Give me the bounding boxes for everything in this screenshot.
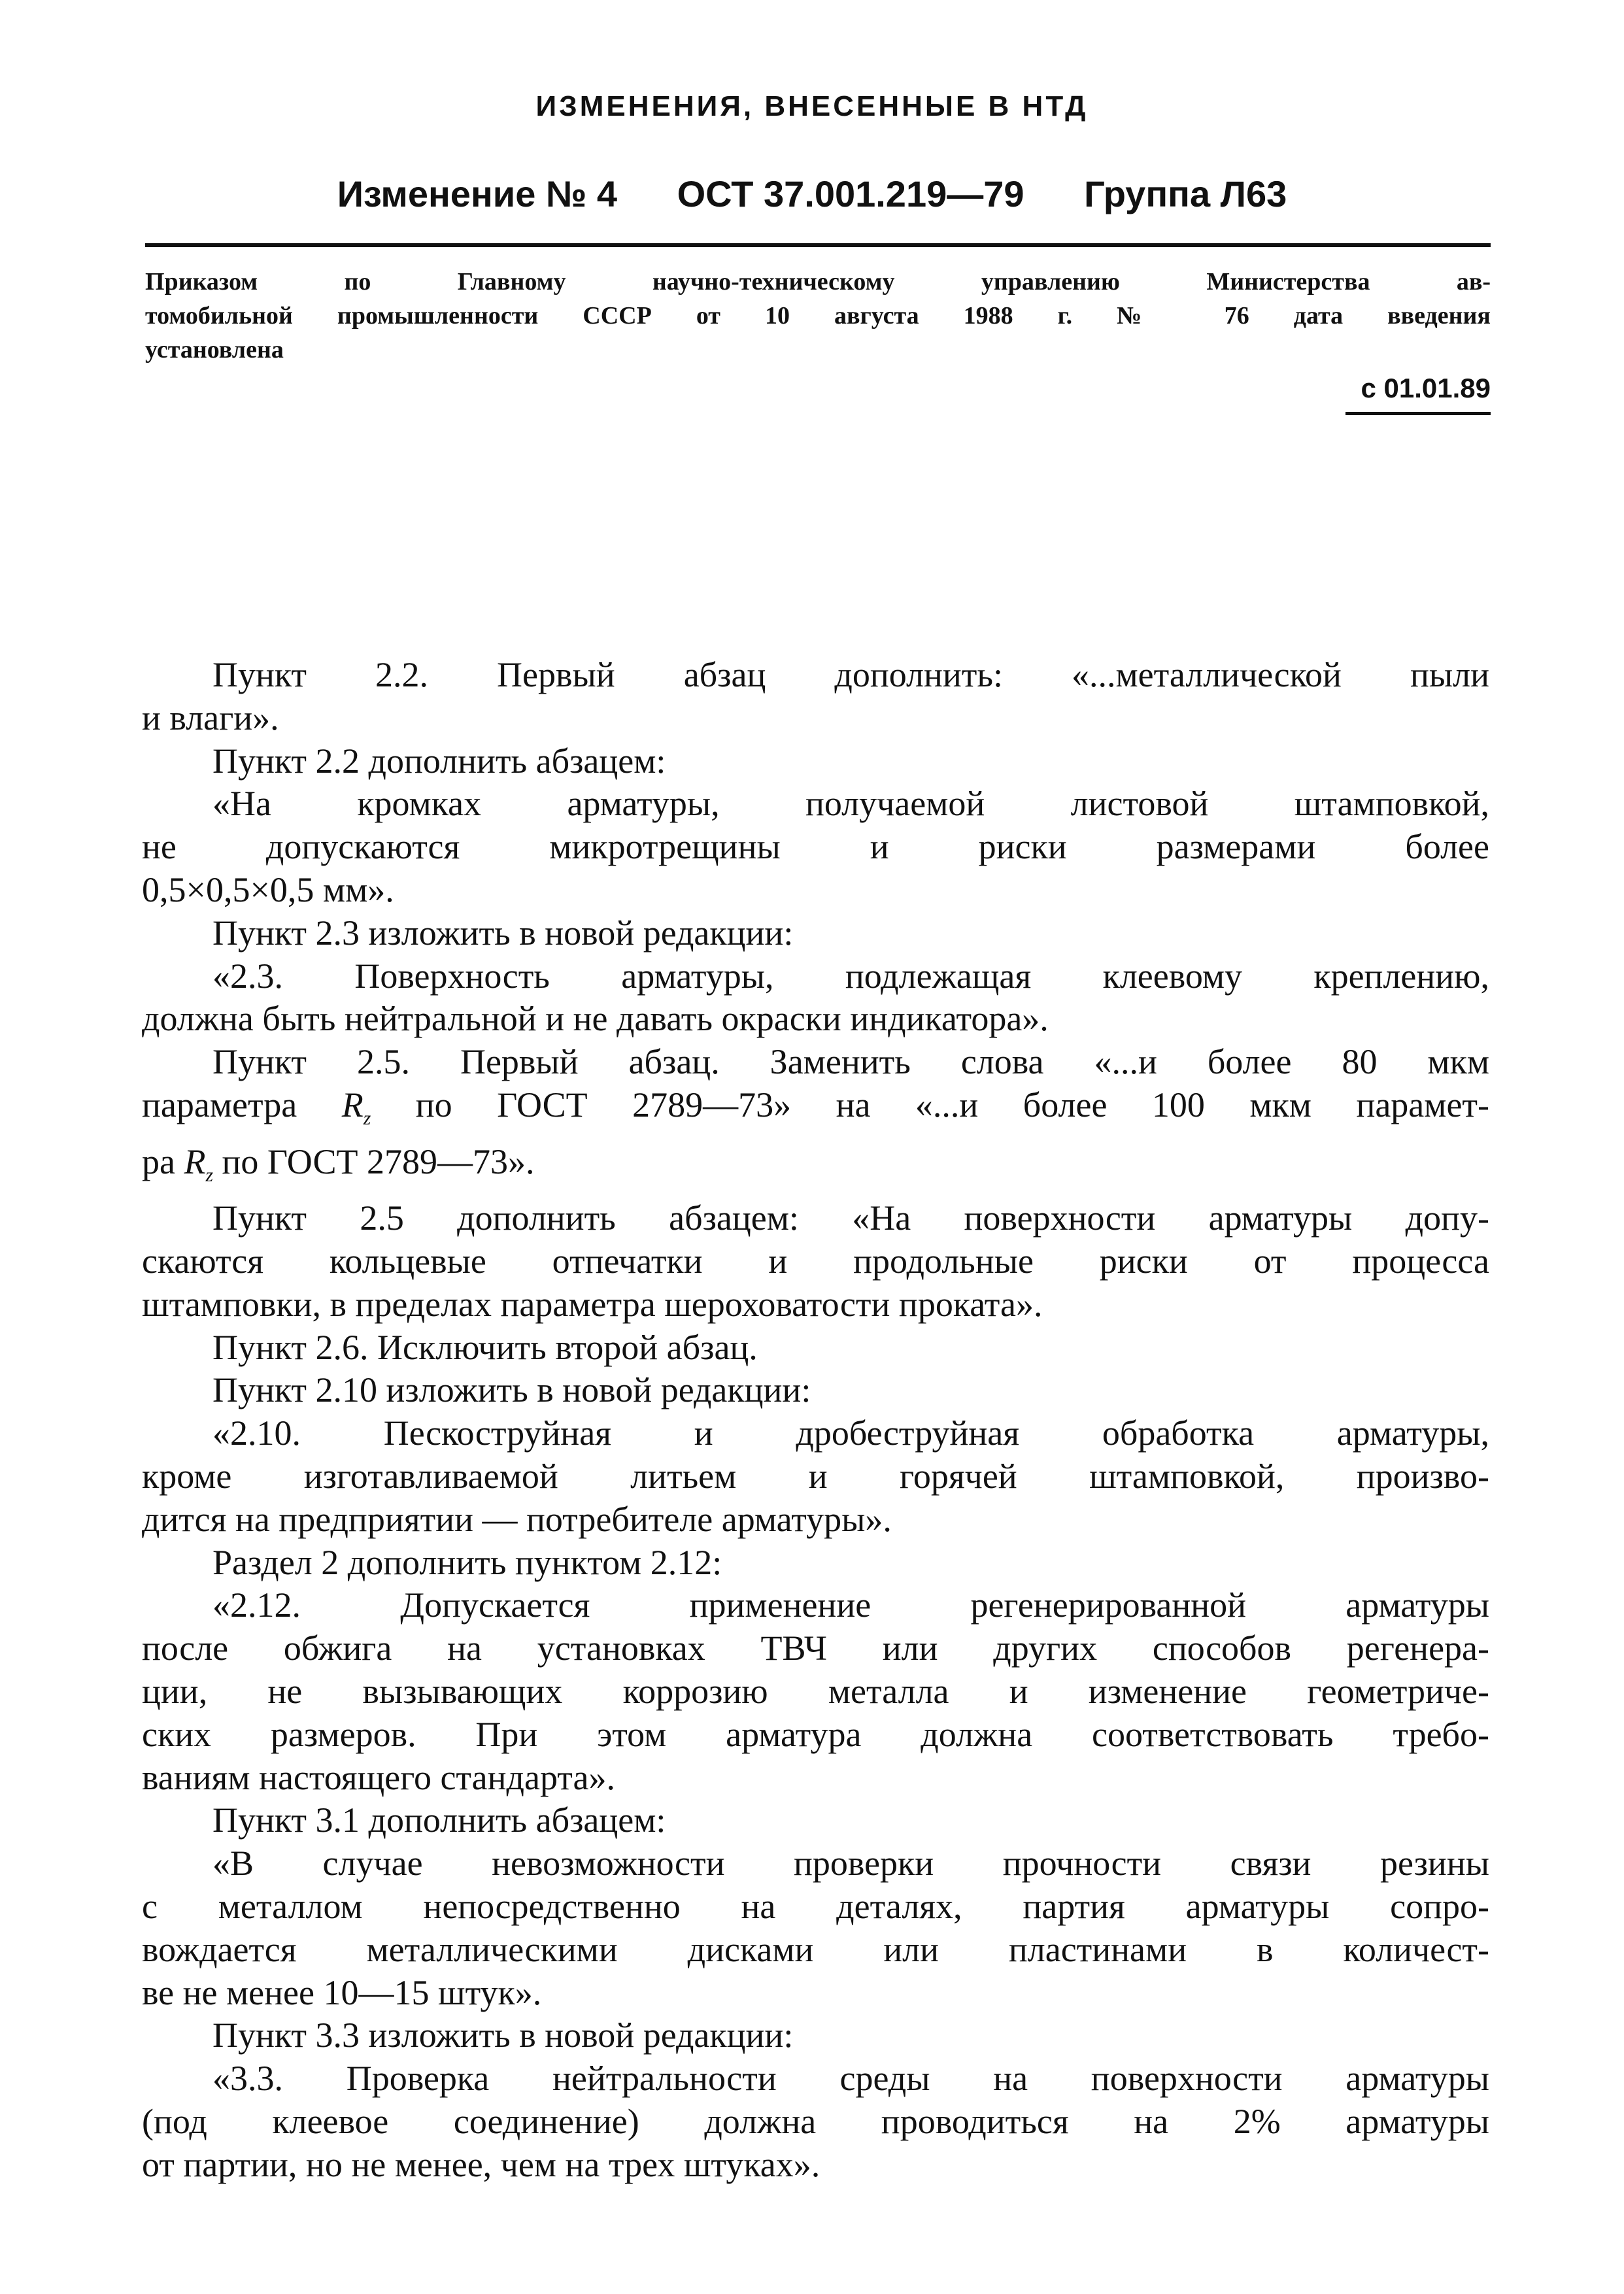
text-line: «2.3. Поверхность арматуры, подлежащая клеевому креплению,: [212, 956, 1489, 996]
text-line: Пункт 2.10 изложить в новой редакции:: [212, 1370, 811, 1410]
section-title: ИЗМЕНЕНИЯ, ВНЕСЕННЫЕ В НТД: [535, 90, 1089, 122]
order-line: томобильной промышленности СССР от 10 августа 1988 г. № 76 дата введения: [145, 302, 1491, 329]
text-line: «В случае невозможности проверки прочности связи резины: [212, 1844, 1489, 1883]
text-line: ских размеров. При этом арматура должна соответствовать требо-: [142, 1714, 1489, 1754]
text-segment: ра: [142, 1141, 184, 1181]
text-line: Пункт 3.3 изложить в новой редакции:: [212, 2016, 794, 2055]
text-line: не допускаются микротрещины и риски размерами более: [142, 827, 1489, 867]
roughness-parameter: [341, 1085, 371, 1129]
text-line: «2.12. Допускается применение регенерированной арматуры: [212, 1585, 1489, 1625]
text-line: кроме изготавливаемой литьем и горячей штамповкой, произво-: [142, 1456, 1489, 1496]
parameter-symbol: R: [341, 1085, 364, 1124]
date-underline: [1345, 412, 1491, 415]
text-line: дится на предприятии — потребителе арматуры».: [142, 1499, 892, 1539]
roughness-parameter: [184, 1141, 214, 1186]
text-line: [142, 1084, 1489, 1141]
parameter-subscript: z: [205, 1164, 214, 1186]
order-line: Приказом по Главному научно-техническому управлению Министерства ав-: [145, 268, 1491, 295]
order-paragraph: [145, 265, 1491, 367]
text-segment: по ГОСТ 2789—73» на «...и более 100 мкм парамет-: [371, 1085, 1490, 1124]
text-line: и влаги».: [142, 698, 279, 737]
text-line: вождается металлическими дисками или пластинами в количест-: [142, 1929, 1489, 1969]
text-line: с металлом непосредственно на деталях, партия арматуры сопро-: [142, 1886, 1489, 1926]
text-segment: по ГОСТ 2789—73».: [213, 1141, 535, 1181]
text-line: Пункт 3.1 дополнить абзацем:: [212, 1800, 666, 1840]
text-line: должна быть нейтральной и не давать окраски индикатора».: [142, 999, 1049, 1039]
group-code: Группа Л63: [1084, 173, 1287, 214]
text-line: Раздел 2 дополнить пунктом 2.12:: [212, 1542, 722, 1582]
text-segment: параметра: [142, 1085, 342, 1124]
text-line: после обжига на установках ТВЧ или других способов регенера-: [142, 1628, 1489, 1668]
parameter-subscript: z: [363, 1107, 371, 1129]
text-line: [142, 1141, 1489, 1198]
order-line: установлена: [145, 336, 284, 363]
amendment-body: [142, 654, 1489, 2186]
text-line: Пункт 2.6. Исключить второй абзац.: [212, 1327, 758, 1367]
text-line: Пункт 2.2 дополнить абзацем:: [212, 741, 666, 781]
document-header: [0, 173, 1624, 215]
text-line: 0,5×0,5×0,5 мм».: [142, 869, 394, 909]
header-divider: [145, 243, 1491, 247]
effective-date: с 01.01.89: [1361, 373, 1491, 403]
text-line: Пункт 2.3 изложить в новой редакции:: [212, 913, 794, 953]
text-line: Пункт 2.5. Первый абзац. Заменить слова «...и более 80 мкм: [212, 1042, 1489, 1082]
text-line: скаются кольцевые отпечатки и продольные риски от процесса: [142, 1241, 1489, 1281]
text-line: от партии, но не менее, чем на трех штуках».: [142, 2144, 820, 2184]
text-line: (под клеевое соединение) должна проводиться на 2% арматуры: [142, 2101, 1489, 2141]
text-line: Пункт 2.5 дополнить абзацем: «На поверхности арматуры допу-: [212, 1198, 1489, 1238]
text-line: штамповки, в пределах параметра шероховатости проката».: [142, 1284, 1043, 1324]
text-line: «3.3. Проверка нейтральности среды на поверхности арматуры: [212, 2059, 1489, 2099]
text-line: Пункт 2.2. Первый абзац дополнить: «...металлической пыли: [212, 655, 1489, 694]
change-number: Изменение № 4: [337, 173, 618, 214]
text-line: ве не менее 10—15 штук».: [142, 1972, 542, 2012]
parameter-symbol: R: [184, 1141, 206, 1181]
text-line: ции, не вызывающих коррозию металла и изменение геометриче-: [142, 1671, 1489, 1711]
text-line: «2.10. Пескоструйная и дробеструйная обработка арматуры,: [212, 1413, 1489, 1453]
text-line: ваниям настоящего стандарта».: [142, 1757, 615, 1797]
standard-number: ОСТ 37.001.219—79: [677, 173, 1024, 214]
text-line: «На кромках арматуры, получаемой листовой штамповкой,: [212, 784, 1489, 824]
